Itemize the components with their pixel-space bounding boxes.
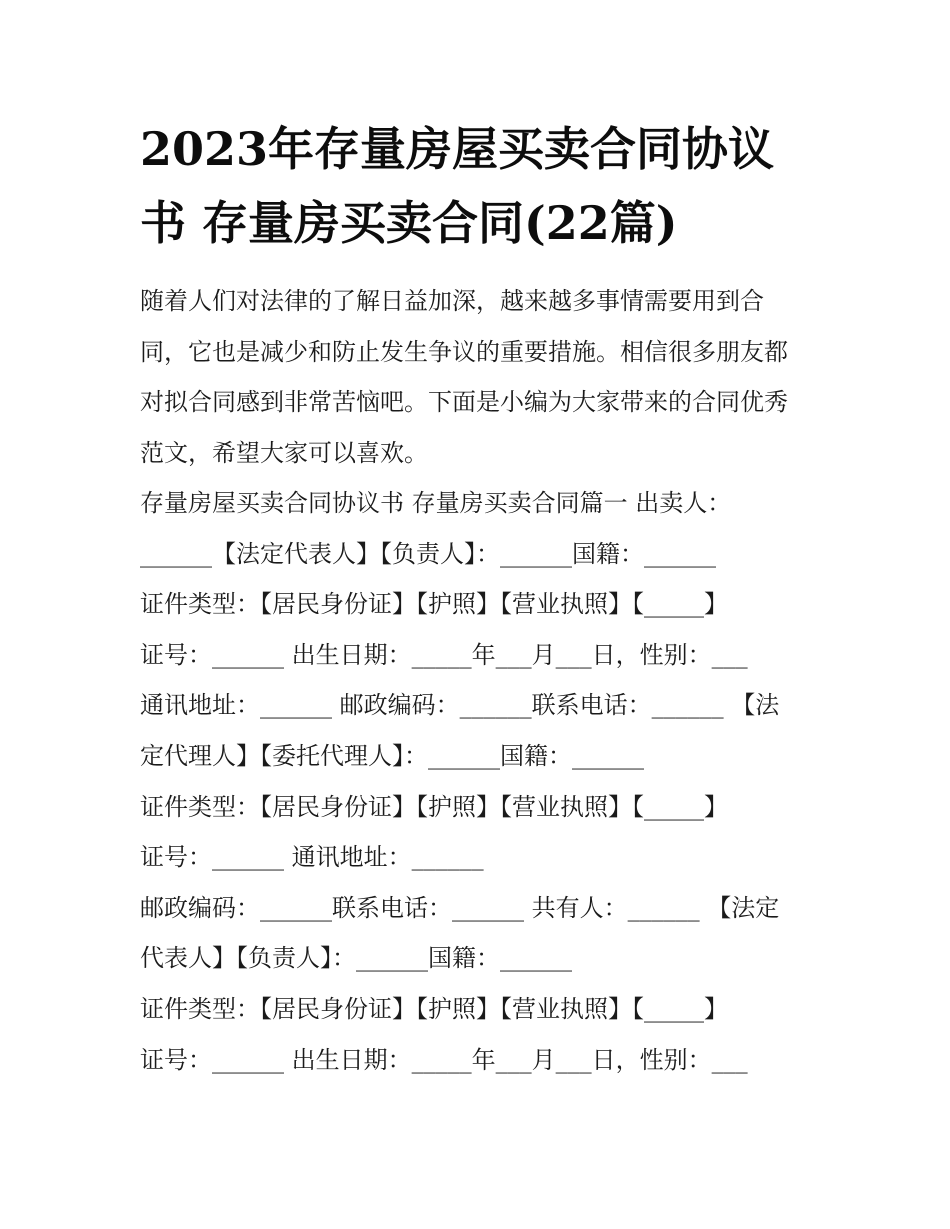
- intro-line: 同，它也是减少和防止发生争议的重要措施。相信很多朋友都: [140, 337, 788, 366]
- contract-line: 通讯地址：______ 邮政编码：______联系电话：______ 【法: [140, 691, 780, 720]
- contract-line: 定代理人】【委托代理人】：______国籍：______: [140, 741, 644, 770]
- intro-line: 随着人们对法律的了解日益加深，越来越多事情需要用到合: [140, 287, 764, 315]
- contract-body: [140, 478, 830, 1085]
- contract-line: 证件类型：【居民身份证】【护照】【营业执照】【_____】: [140, 792, 728, 821]
- intro-line: 范文，希望大家可以喜欢。: [140, 438, 428, 467]
- title-line: 2023年存量房屋买卖合同协议: [140, 122, 775, 176]
- contract-line: ______【法定代表人】【负责人】：______国籍：______: [140, 539, 716, 568]
- contract-line: 证号：______ 出生日期：_____年___月___日，性别：___: [140, 1045, 748, 1074]
- intro-paragraph: [140, 276, 830, 478]
- title-line: 书 存量房买卖合同(22篇): [140, 196, 678, 250]
- contract-line: 证号：______ 出生日期：_____年___月___日，性别：___: [140, 640, 748, 669]
- contract-line: 证件类型：【居民身份证】【护照】【营业执照】【_____】: [140, 590, 728, 619]
- contract-line: 邮政编码：______联系电话：______ 共有人：______ 【法定: [140, 893, 780, 922]
- contract-line: 代表人】【负责人】：______国籍：______: [140, 944, 572, 973]
- document-title: [140, 112, 820, 260]
- contract-line: 存量房屋买卖合同协议书 存量房买卖合同篇一 出卖人：: [140, 489, 732, 517]
- contract-line: 证号：______ 通讯地址：______: [140, 843, 484, 872]
- contract-line: 证件类型：【居民身份证】【护照】【营业执照】【_____】: [140, 994, 728, 1023]
- intro-line: 对拟合同感到非常苦恼吧。下面是小编为大家带来的合同优秀: [140, 388, 788, 416]
